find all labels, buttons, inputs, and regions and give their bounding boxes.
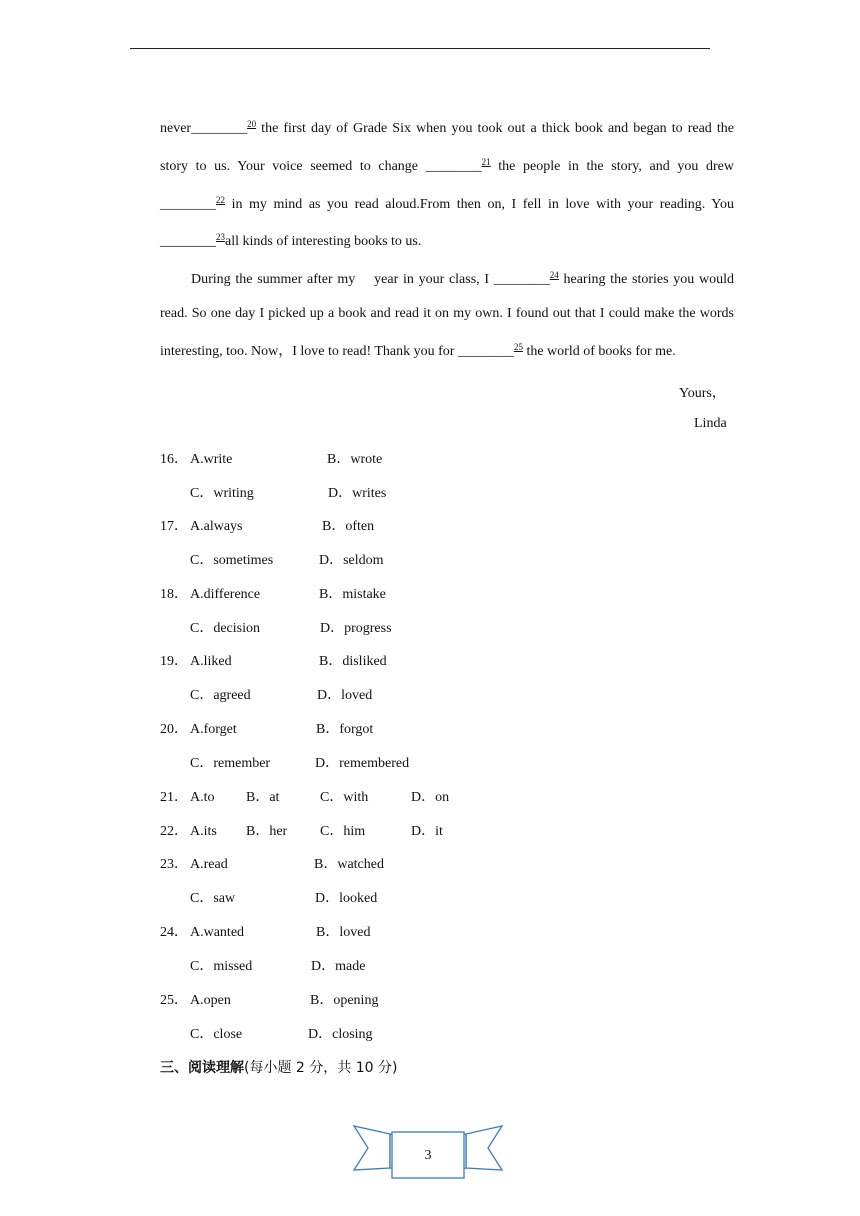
question-number: 25． <box>160 993 188 1008</box>
section-title <box>160 1057 397 1077</box>
passage-text: the world of books for me. <box>522 343 676 359</box>
letter-closing: Yours， <box>679 386 726 401</box>
question-number: 16． <box>160 452 188 467</box>
answer-option: B．watched <box>314 857 384 872</box>
answer-option: B．her <box>246 824 288 839</box>
answer-option: B．opening <box>310 993 379 1008</box>
header-rule <box>130 48 710 49</box>
answer-option: B．often <box>322 519 375 534</box>
question-number: 24． <box>160 925 188 940</box>
letter-signature: Linda <box>694 416 727 431</box>
cloze-passage <box>160 108 734 369</box>
answer-option: D．progress <box>320 621 392 636</box>
blank-number: 24 <box>549 270 559 281</box>
blank-number: 20 <box>247 119 257 129</box>
cloze-blank: ________ <box>425 158 482 174</box>
answer-option: A.open <box>190 993 231 1008</box>
question-number: 20． <box>160 722 188 737</box>
answer-option: D．loved <box>317 688 373 703</box>
answer-option: C．decision <box>190 621 260 636</box>
question-number: 19． <box>160 654 188 669</box>
passage-text: hearing the stories you would read. So one day I picked up a book and read it on my own. I found out that I could make the words interesting, too. Now，I love to read! Thank you for <box>160 272 734 359</box>
answer-option: C．with <box>320 790 369 805</box>
question-number: 17． <box>160 519 188 534</box>
answer-option: C．missed <box>190 959 253 974</box>
answer-option: C．him <box>320 824 366 839</box>
cloze-blank: ________ <box>160 234 216 250</box>
section-title-text: 三、阅读理解 <box>160 1060 244 1076</box>
answer-option: A.read <box>190 857 228 872</box>
page-number-ribbon <box>352 1122 504 1182</box>
answer-option: D．on <box>411 790 450 805</box>
page-number: 3 <box>424 1148 432 1163</box>
answer-option: C．close <box>190 1027 243 1042</box>
answer-option: A.to <box>190 790 215 805</box>
answer-option: D．remembered <box>315 756 410 771</box>
answer-option: B．mistake <box>319 587 386 602</box>
blank-number: 21 <box>481 156 491 167</box>
answer-option: B．wrote <box>327 452 383 467</box>
blank-number: 22 <box>216 194 225 205</box>
answer-option: A.difference <box>190 587 261 602</box>
answer-option: D．looked <box>315 891 378 906</box>
answer-option: D．closing <box>308 1027 373 1042</box>
answer-option: B．disliked <box>319 654 387 669</box>
blank-number: 23 <box>216 232 225 243</box>
cloze-blank: ________ <box>457 343 514 359</box>
passage-text: the first day of Grade Six when you took out a thick book and began to read the story to us. Your voice seemed to change <box>160 121 734 174</box>
answer-option: A.write <box>190 452 233 467</box>
passage-text: never <box>160 121 192 136</box>
question-number: 21． <box>160 790 188 805</box>
question-number: 23． <box>160 857 188 872</box>
cloze-blank: ________ <box>191 121 248 136</box>
passage-text: all kinds of interesting books to us. <box>225 234 422 250</box>
blank-number: 25 <box>513 341 523 352</box>
answer-option: C．saw <box>190 891 236 906</box>
answer-option: B．at <box>246 790 280 805</box>
answer-option: B．loved <box>316 925 371 940</box>
cloze-blank: ________ <box>160 196 216 212</box>
answer-option: D．made <box>311 959 366 974</box>
answer-option: A.forget <box>190 722 237 737</box>
answer-option: C．agreed <box>190 688 251 703</box>
passage-text: During the summer after my year in your class, I <box>191 272 494 288</box>
answer-option: B．forgot <box>316 722 374 737</box>
answer-option: D．writes <box>328 486 387 501</box>
answer-option: A.liked <box>190 654 232 669</box>
answer-option: D．it <box>411 824 443 839</box>
answer-option: C．remember <box>190 756 271 771</box>
answer-option: A.wanted <box>190 925 245 940</box>
question-number: 22． <box>160 824 188 839</box>
cloze-blank: ________ <box>493 272 550 288</box>
answer-option: A.always <box>190 519 243 534</box>
answer-option: C．sometimes <box>190 553 274 568</box>
answer-option: D．seldom <box>319 553 384 568</box>
passage-text: the people in the story, and you drew <box>490 158 734 174</box>
passage-paragraph-2 <box>160 259 734 368</box>
answer-option: C．writing <box>190 486 254 501</box>
question-number: 18． <box>160 587 188 602</box>
answer-option: A.its <box>190 824 217 839</box>
section-subtitle: (每小题 2 分，共 10 分) <box>244 1060 398 1076</box>
passage-text: in my mind as you read aloud.From then on, I fell in love with your reading. You <box>225 196 734 212</box>
passage-paragraph-1 <box>160 108 734 259</box>
